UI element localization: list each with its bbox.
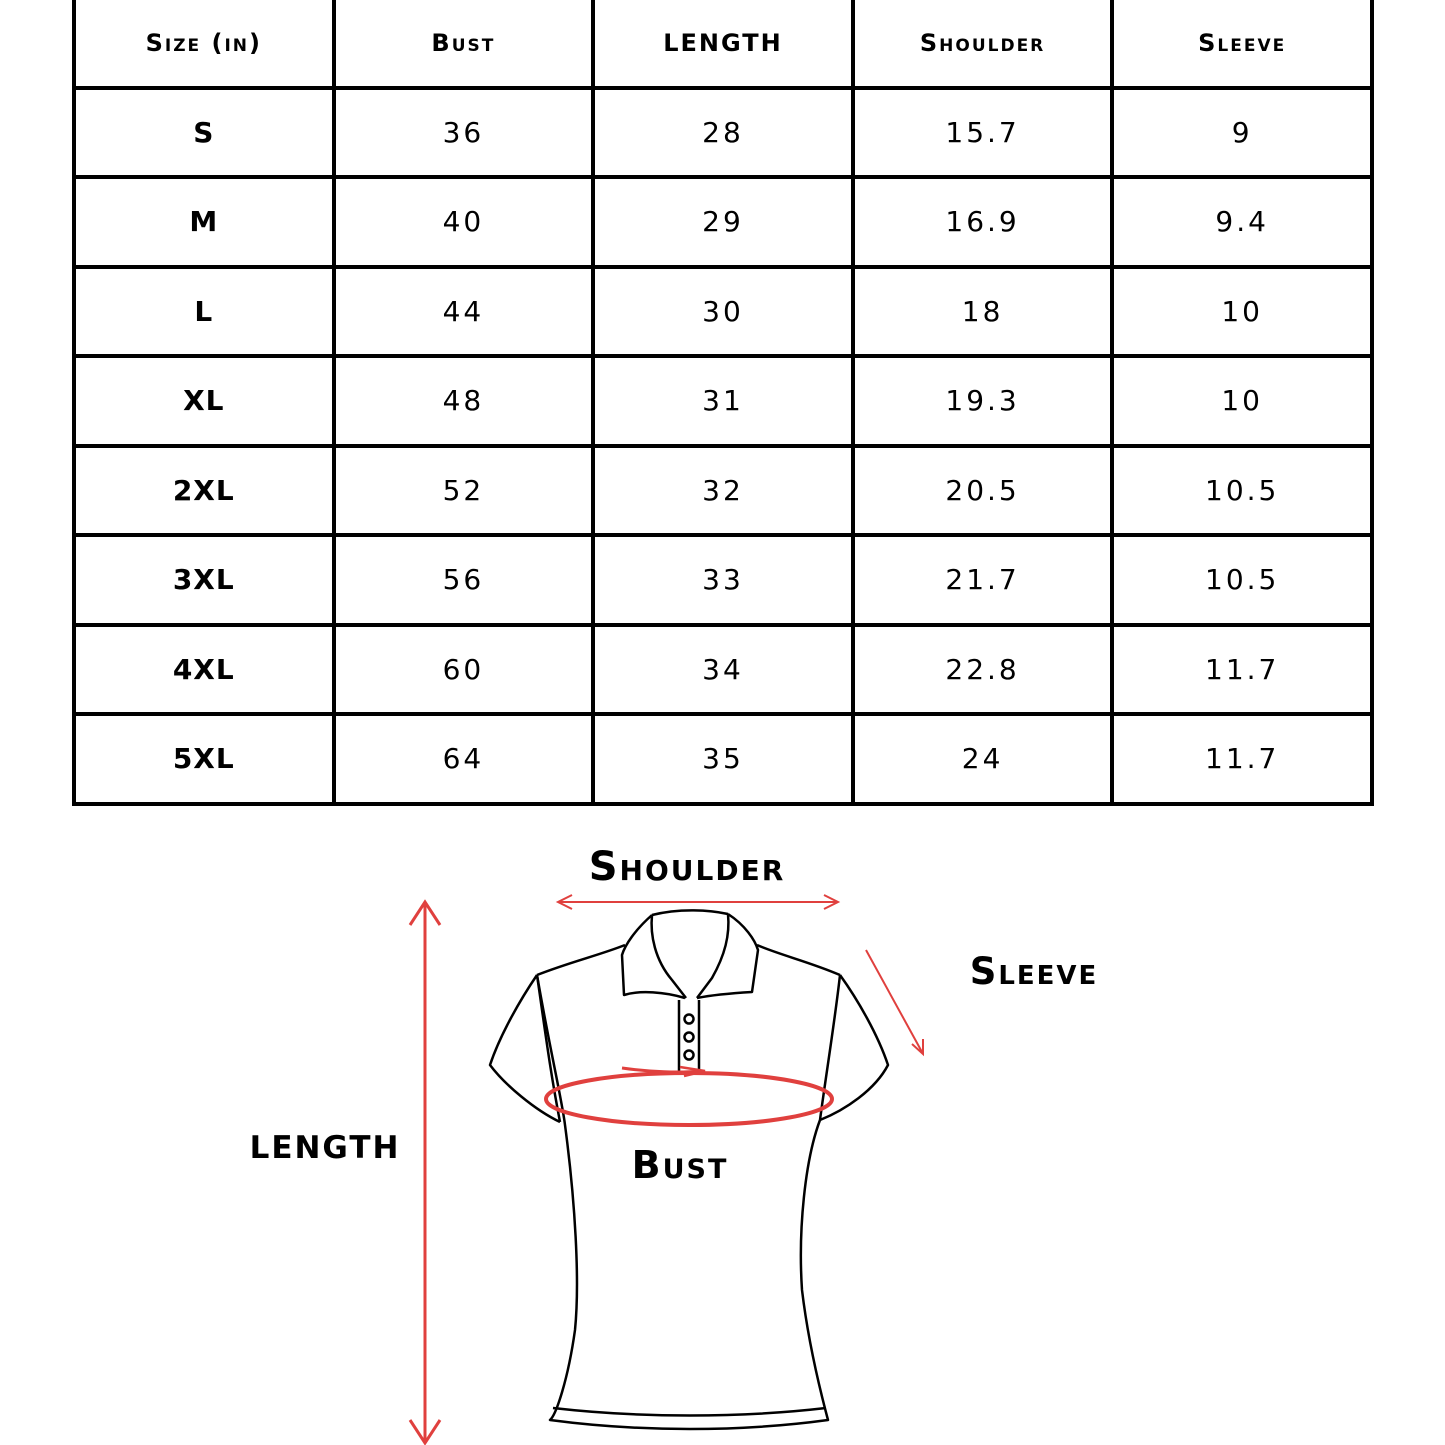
length-cell: 31 (593, 356, 853, 446)
header-shoulder: Shoulder (853, 0, 1113, 88)
header-length: LENGTH (593, 0, 853, 88)
sleeve-cell: 11.7 (1112, 625, 1372, 715)
sleeve-cell: 10 (1112, 267, 1372, 357)
size-cell: 3XL (74, 535, 334, 625)
shoulder-label: Shoulder (588, 844, 786, 890)
size-cell: 4XL (74, 625, 334, 715)
sleeve-cell: 10.5 (1112, 535, 1372, 625)
sleeve-cell: 10 (1112, 356, 1372, 446)
length-arrow-icon (410, 902, 440, 1443)
length-cell: 32 (593, 446, 853, 536)
header-sleeve: Sleeve (1112, 0, 1372, 88)
size-cell: 2XL (74, 446, 334, 536)
sleeve-cell: 9 (1112, 88, 1372, 178)
bust-cell: 36 (334, 88, 594, 178)
bust-cell: 56 (334, 535, 594, 625)
length-cell: 34 (593, 625, 853, 715)
length-cell: 33 (593, 535, 853, 625)
shoulder-cell: 18 (853, 267, 1113, 357)
size-cell: S (74, 88, 334, 178)
sleeve-arrow-icon (866, 950, 923, 1054)
length-cell: 35 (593, 714, 853, 804)
size-cell: L (74, 267, 334, 357)
shoulder-cell: 16.9 (853, 177, 1113, 267)
shoulder-arrow-icon (558, 895, 838, 909)
bust-cell: 60 (334, 625, 594, 715)
size-cell: XL (74, 356, 334, 446)
sleeve-cell: 11.7 (1112, 714, 1372, 804)
bust-label: Bust (631, 1143, 729, 1187)
length-label: LENGTH (249, 1130, 401, 1166)
shoulder-cell: 19.3 (853, 356, 1113, 446)
sleeve-cell: 10.5 (1112, 446, 1372, 536)
length-cell: 29 (593, 177, 853, 267)
shoulder-cell: 21.7 (853, 535, 1113, 625)
bust-cell: 44 (334, 267, 594, 357)
size-cell: 5XL (74, 714, 334, 804)
bust-measure-icon (546, 1067, 832, 1125)
header-bust: Bust (334, 0, 594, 88)
bust-cell: 52 (334, 446, 594, 536)
length-cell: 30 (593, 267, 853, 357)
bust-cell: 64 (334, 714, 594, 804)
bust-cell: 40 (334, 177, 594, 267)
bust-cell: 48 (334, 356, 594, 446)
shoulder-cell: 22.8 (853, 625, 1113, 715)
size-cell: M (74, 177, 334, 267)
shoulder-cell: 24 (853, 714, 1113, 804)
shoulder-cell: 15.7 (853, 88, 1113, 178)
shoulder-cell: 20.5 (853, 446, 1113, 536)
sleeve-cell: 9.4 (1112, 177, 1372, 267)
length-cell: 28 (593, 88, 853, 178)
sleeve-label: Sleeve (969, 950, 1099, 993)
header-size: Size (in) (74, 0, 334, 88)
